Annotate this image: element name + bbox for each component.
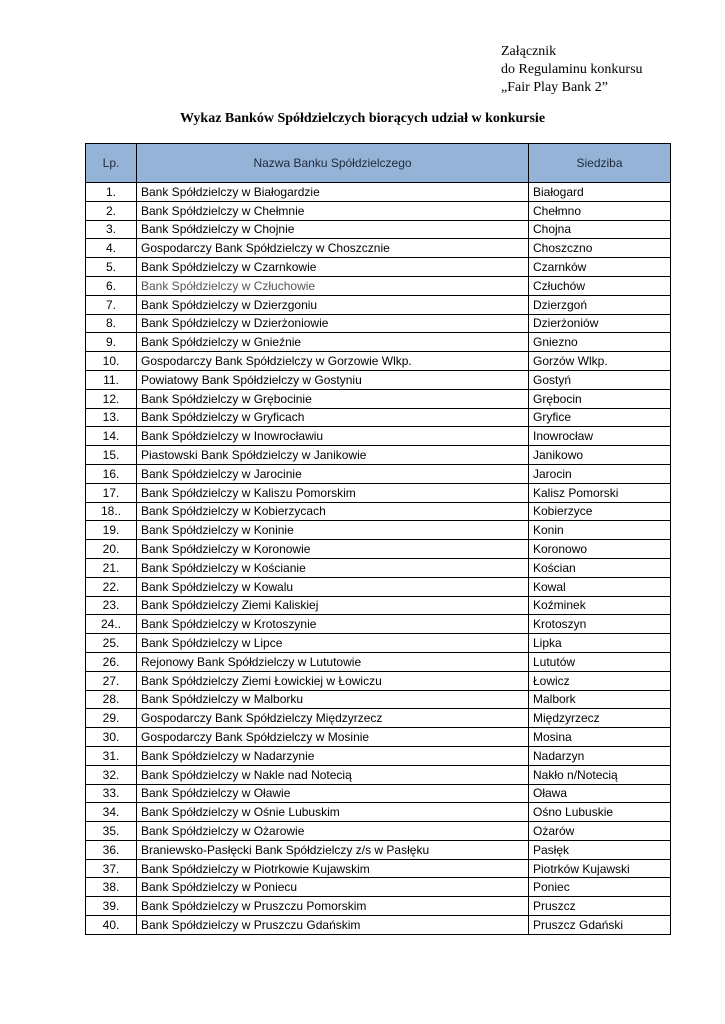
table-row: [86, 502, 671, 521]
table-row: [86, 878, 671, 897]
row-lp: 5.: [86, 258, 137, 277]
table-row: [86, 765, 671, 784]
table-header-row: [86, 144, 671, 183]
table-row: [86, 652, 671, 671]
row-lp: 34.: [86, 803, 137, 822]
row-lp: 30.: [86, 728, 137, 747]
row-bank-name: Piastowski Bank Spółdzielczy w Janikowie: [137, 446, 529, 465]
table-row: [86, 314, 671, 333]
row-seat: Dzierżoniów: [529, 314, 671, 333]
row-lp: 16.: [86, 464, 137, 483]
row-bank-name: Bank Spółdzielczy w Pruszczu Gdańskim: [137, 916, 529, 935]
table-row: [86, 239, 671, 258]
row-lp: 17.: [86, 483, 137, 502]
row-seat: Łowicz: [529, 671, 671, 690]
row-seat: Ośno Lubuskie: [529, 803, 671, 822]
table-row: [86, 389, 671, 408]
row-seat: Konin: [529, 521, 671, 540]
row-seat: Inowrocław: [529, 427, 671, 446]
table-row: [86, 295, 671, 314]
row-seat: Gorzów Wlkp.: [529, 352, 671, 371]
row-seat: Kobierzyce: [529, 502, 671, 521]
row-bank-name: Bank Spółdzielczy w Koronowie: [137, 540, 529, 559]
row-bank-name: Gospodarczy Bank Spółdzielczy Międzyrzecz: [137, 709, 529, 728]
table-row: [86, 370, 671, 389]
row-bank-name: Bank Spółdzielczy w Gryficach: [137, 408, 529, 427]
row-lp: 1.: [86, 183, 137, 202]
annex-note: [501, 43, 643, 97]
row-seat: Kościan: [529, 558, 671, 577]
row-seat: Poniec: [529, 878, 671, 897]
table-row: [86, 333, 671, 352]
table-row: [86, 201, 671, 220]
row-seat: Gryfice: [529, 408, 671, 427]
table-row: [86, 577, 671, 596]
table-body: [86, 183, 671, 935]
row-lp: 8.: [86, 314, 137, 333]
row-bank-name: Rejonowy Bank Spółdzielczy w Lututowie: [137, 652, 529, 671]
row-seat: Czarnków: [529, 258, 671, 277]
row-seat: Pasłęk: [529, 840, 671, 859]
table-row: [86, 803, 671, 822]
annex-line: „Fair Play Bank 2”: [501, 80, 608, 95]
row-bank-name: Bank Spółdzielczy w Białogardzie: [137, 183, 529, 202]
row-bank-name: Gospodarczy Bank Spółdzielczy w Mosinie: [137, 728, 529, 747]
table-row: [86, 822, 671, 841]
row-bank-name: Bank Spółdzielczy w Koninie: [137, 521, 529, 540]
row-seat: Dzierzgoń: [529, 295, 671, 314]
row-bank-name: Bank Spółdzielczy w Chojnie: [137, 220, 529, 239]
table-row: [86, 634, 671, 653]
row-lp: 21.: [86, 558, 137, 577]
header-lp: Lp.: [86, 144, 137, 183]
row-seat: Pruszcz Gdański: [529, 916, 671, 935]
row-bank-name: Bank Spółdzielczy w Poniecu: [137, 878, 529, 897]
row-lp: 25.: [86, 634, 137, 653]
header-bank-name: Nazwa Banku Spółdzielczego: [137, 144, 529, 183]
table-row: [86, 540, 671, 559]
row-seat: Janikowo: [529, 446, 671, 465]
table-row: [86, 859, 671, 878]
row-bank-name: Bank Spółdzielczy w Ośnie Lubuskim: [137, 803, 529, 822]
row-seat: Międzyrzecz: [529, 709, 671, 728]
row-bank-name: Bank Spółdzielczy w Pruszczu Pomorskim: [137, 897, 529, 916]
table-row: [86, 916, 671, 935]
banks-table: [85, 143, 671, 935]
row-lp: 38.: [86, 878, 137, 897]
row-seat: Białogard: [529, 183, 671, 202]
table-row: [86, 840, 671, 859]
row-seat: Gostyń: [529, 370, 671, 389]
row-seat: Jarocin: [529, 464, 671, 483]
row-lp: 9.: [86, 333, 137, 352]
row-lp: 40.: [86, 916, 137, 935]
row-seat: Chojna: [529, 220, 671, 239]
row-bank-name: Bank Spółdzielczy w Nakle nad Notecią: [137, 765, 529, 784]
table-row: [86, 558, 671, 577]
row-bank-name: Bank Spółdzielczy w Inowrocławiu: [137, 427, 529, 446]
table-row: [86, 671, 671, 690]
table-row: [86, 690, 671, 709]
row-lp: 18..: [86, 502, 137, 521]
row-bank-name: Bank Spółdzielczy w Dzierżoniowie: [137, 314, 529, 333]
row-bank-name: Bank Spółdzielczy w Czarnkowie: [137, 258, 529, 277]
row-bank-name: Bank Spółdzielczy w Nadarzynie: [137, 746, 529, 765]
row-bank-name: Bank Spółdzielczy w Jarocinie: [137, 464, 529, 483]
row-bank-name: Bank Spółdzielczy w Oławie: [137, 784, 529, 803]
table-row: [86, 427, 671, 446]
row-seat: Koronowo: [529, 540, 671, 559]
document-title: Wykaz Banków Spółdzielczych biorących udział w konkursie: [179, 111, 546, 126]
row-seat: Człuchów: [529, 276, 671, 295]
row-bank-name: Bank Spółdzielczy w Kowalu: [137, 577, 529, 596]
table-row: [86, 897, 671, 916]
row-lp: 33.: [86, 784, 137, 803]
row-seat: Ożarów: [529, 822, 671, 841]
row-seat: Lipka: [529, 634, 671, 653]
row-bank-name: Gospodarczy Bank Spółdzielczy w Choszcznie: [137, 239, 529, 258]
row-bank-name: Bank Spółdzielczy w Kościanie: [137, 558, 529, 577]
row-seat: Piotrków Kujawski: [529, 859, 671, 878]
table-row: [86, 408, 671, 427]
header-seat: Siedziba: [529, 144, 671, 183]
row-lp: 37.: [86, 859, 137, 878]
row-lp: 23.: [86, 596, 137, 615]
row-lp: 12.: [86, 389, 137, 408]
row-lp: 14.: [86, 427, 137, 446]
row-seat: Nakło n/Notecią: [529, 765, 671, 784]
row-lp: 10.: [86, 352, 137, 371]
row-lp: 7.: [86, 295, 137, 314]
row-lp: 19.: [86, 521, 137, 540]
row-lp: 27.: [86, 671, 137, 690]
table-row: [86, 784, 671, 803]
table-row: [86, 521, 671, 540]
row-lp: 31.: [86, 746, 137, 765]
table-row: [86, 464, 671, 483]
table-row: [86, 446, 671, 465]
table-row: [86, 728, 671, 747]
table-row: [86, 709, 671, 728]
row-bank-name: Bank Spółdzielczy w Krotoszynie: [137, 615, 529, 634]
row-seat: Oława: [529, 784, 671, 803]
annex-line: do Regulaminu konkursu: [501, 62, 643, 77]
row-lp: 36.: [86, 840, 137, 859]
row-bank-name: Bank Spółdzielczy Ziemi Łowickiej w Łowiczu: [137, 671, 529, 690]
row-lp: 6.: [86, 276, 137, 295]
row-bank-name: Bank Spółdzielczy w Chełmnie: [137, 201, 529, 220]
table-row: [86, 220, 671, 239]
table-row: [86, 596, 671, 615]
row-bank-name: Bank Spółdzielczy w Gnieźnie: [137, 333, 529, 352]
row-seat: Choszczno: [529, 239, 671, 258]
row-seat: Gniezno: [529, 333, 671, 352]
row-lp: 39.: [86, 897, 137, 916]
table-row: [86, 483, 671, 502]
row-bank-name: Bank Spółdzielczy w Kobierzycach: [137, 502, 529, 521]
table-row: [86, 615, 671, 634]
table-row: [86, 352, 671, 371]
row-bank-name: Powiatowy Bank Spółdzielczy w Gostyniu: [137, 370, 529, 389]
row-bank-name: Braniewsko-Pasłęcki Bank Spółdzielczy z/s w Pasłęku: [137, 840, 529, 859]
table-row: [86, 183, 671, 202]
row-seat: Pruszcz: [529, 897, 671, 916]
row-seat: Lututów: [529, 652, 671, 671]
table-row: [86, 276, 671, 295]
row-lp: 35.: [86, 822, 137, 841]
row-seat: Kowal: [529, 577, 671, 596]
row-bank-name: Bank Spółdzielczy w Kaliszu Pomorskim: [137, 483, 529, 502]
row-bank-name: Bank Spółdzielczy w Człuchowie: [137, 276, 529, 295]
row-bank-name: Bank Spółdzielczy w Ożarowie: [137, 822, 529, 841]
row-seat: Chełmno: [529, 201, 671, 220]
row-bank-name: Bank Spółdzielczy w Lipce: [137, 634, 529, 653]
row-lp: 15.: [86, 446, 137, 465]
row-seat: Grębocin: [529, 389, 671, 408]
row-seat: Nadarzyn: [529, 746, 671, 765]
row-lp: 11.: [86, 370, 137, 389]
table-row: [86, 746, 671, 765]
row-seat: Mosina: [529, 728, 671, 747]
row-lp: 4.: [86, 239, 137, 258]
row-lp: 26.: [86, 652, 137, 671]
row-lp: 2.: [86, 201, 137, 220]
row-lp: 29.: [86, 709, 137, 728]
row-lp: 3.: [86, 220, 137, 239]
annex-line: Załącznik: [501, 44, 557, 59]
row-seat: Kalisz Pomorski: [529, 483, 671, 502]
row-lp: 13.: [86, 408, 137, 427]
row-seat: Koźminek: [529, 596, 671, 615]
row-lp: 24..: [86, 615, 137, 634]
row-lp: 20.: [86, 540, 137, 559]
row-bank-name: Bank Spółdzielczy w Piotrkowie Kujawskim: [137, 859, 529, 878]
row-bank-name: Bank Spółdzielczy w Dzierzgoniu: [137, 295, 529, 314]
row-seat: Krotoszyn: [529, 615, 671, 634]
row-lp: 32.: [86, 765, 137, 784]
table-row: [86, 258, 671, 277]
row-lp: 28.: [86, 690, 137, 709]
row-bank-name: Bank Spółdzielczy w Grębocinie: [137, 389, 529, 408]
row-bank-name: Gospodarczy Bank Spółdzielczy w Gorzowie Wlkp.: [137, 352, 529, 371]
row-lp: 22.: [86, 577, 137, 596]
row-bank-name: Bank Spółdzielczy Ziemi Kaliskiej: [137, 596, 529, 615]
row-seat: Malbork: [529, 690, 671, 709]
row-bank-name: Bank Spółdzielczy w Malborku: [137, 690, 529, 709]
